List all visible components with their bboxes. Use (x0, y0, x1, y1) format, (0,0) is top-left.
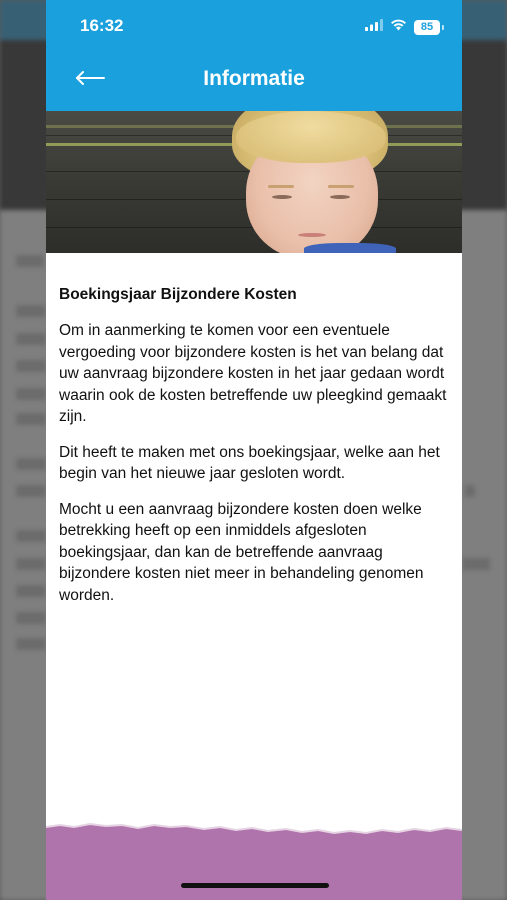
status-time: 16:32 (80, 16, 124, 35)
hero-eye (272, 195, 292, 199)
hero-mouth (298, 233, 326, 237)
article-content (59, 284, 451, 620)
article-heading: Boekingsjaar Bijzondere Kosten (59, 286, 297, 303)
article-paragraph: Mocht u een aanvraag bijzondere kosten doen welke betrekking heeft op een inmiddels afgesloten boekingsjaar, dan kan de betreffende aanvraag bijzondere kosten niet meer in behandeling genomen worden. (59, 500, 424, 604)
hero-image (46, 111, 462, 253)
wifi-icon (390, 18, 407, 36)
signal-icon (365, 18, 383, 36)
battery-icon: 85 (414, 20, 440, 35)
article-paragraph: Dit heeft te maken met ons boekingsjaar, welke aan het begin van het nieuwe jaar gesloten wordt. (59, 443, 440, 482)
hero-brow (328, 185, 354, 188)
header-bar (46, 0, 462, 111)
hero-eye (330, 195, 350, 199)
article-paragraph: Om in aanmerking te komen voor een eventuele vergoeding voor bijzondere kosten is het van belang dat uw aanvraag bijzondere kosten in het jaar gedaan wordt waarin ook de kosten betreffende uw pleegkind gemaakt zijn. (59, 322, 447, 425)
page-title: Informatie (203, 67, 305, 90)
status-icons (365, 18, 444, 36)
battery-tip (442, 25, 444, 30)
hero-fringe (236, 111, 386, 163)
home-indicator[interactable] (181, 883, 329, 888)
info-sheet (46, 0, 462, 900)
hero-brow (268, 185, 294, 188)
hero-shirt (304, 243, 396, 253)
